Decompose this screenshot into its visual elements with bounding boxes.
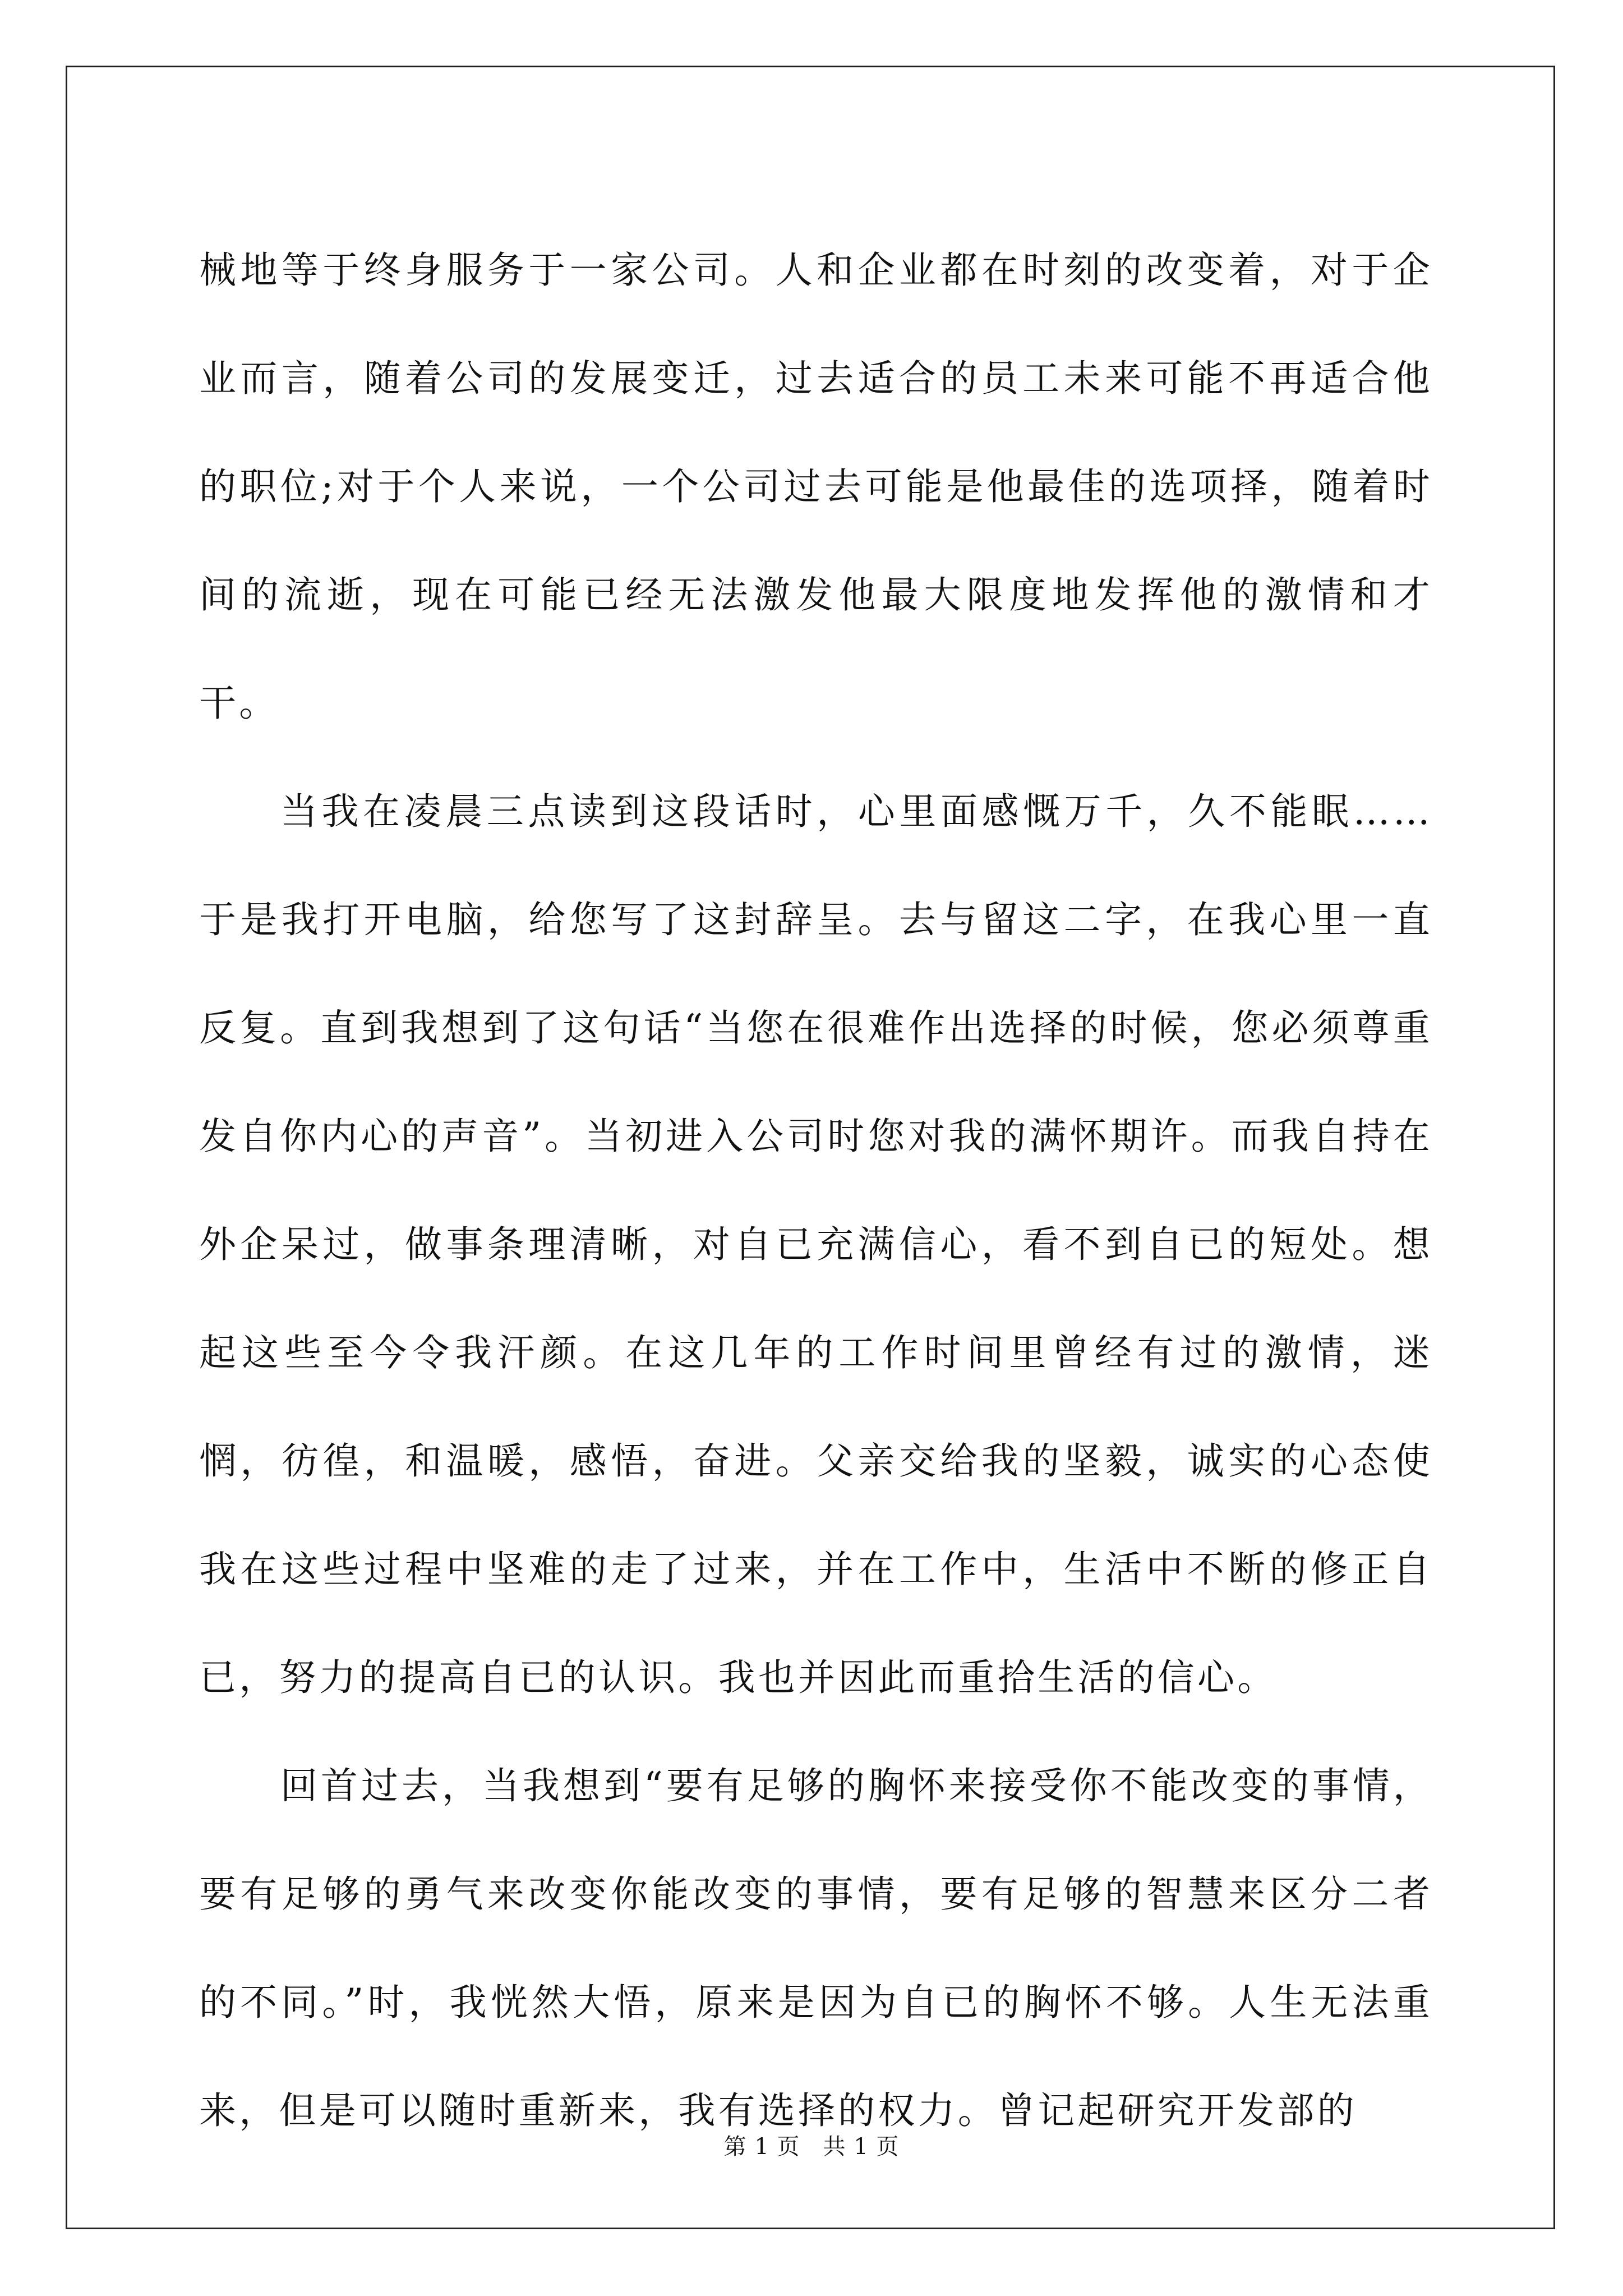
page-footer: 第 1 页 共 1 页 xyxy=(723,2134,900,2160)
paragraph-2: 当我在凌晨三点读到这段话时，心里面感慨万千，久不能眠……于是我打开电脑，给您写了这封辞呈。去与留这二字，在我心里一直反复。直到我想到了这句话“当您在很难作出选择的时候，您必须尊重发自你内心的声音”。当初进入公司时您对我的满怀期许。而我自持在外企呆过，做事条理清晰，对自已充满信心，看不到自已的短处。想起这些至今令我汗颜。在这几年的工作时间里曾经有过的激情，迷惘，彷徨，和温暖，感悟，奋进。父亲交给我的坚毅，诚实的心态使我在这些过程中坚难的走了过来，并在工作中，生活中不断的修正自已，努力的提高自已的认识。我也并因此而重拾生活的信心。 xyxy=(199,790,1433,1699)
paragraph-1: 械地等于终身服务于一家公司。人和企业都在时刻的改变着，对于企业而言，随着公司的发展变迁，过去适合的员工未来可能不再适合他的职位;对于个人来说，一个公司过去可能是他最佳的选项择，随着时间的流逝，现在可能已经无法激发他最大限度地发挥他的激情和才干。 xyxy=(199,249,1433,725)
document-body xyxy=(199,216,1433,2165)
paragraph-3: 回首过去，当我想到“要有足够的胸怀来接受你不能改变的事情，要有足够的勇气来改变你能改变的事情，要有足够的智慧来区分二者的不同。”时，我恍然大悟，原来是因为自已的胸怀不够。人生无法重来，但是可以随时重新来，我有选择的权力。曾记起研究开发部的 xyxy=(199,1764,1433,2132)
